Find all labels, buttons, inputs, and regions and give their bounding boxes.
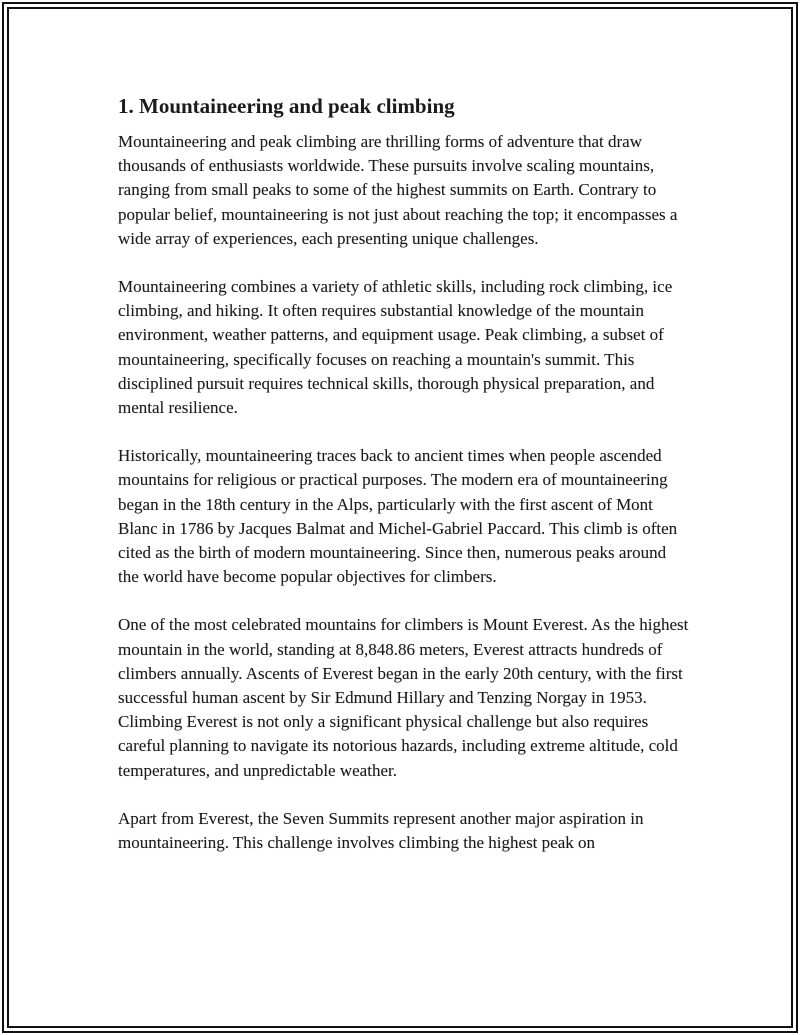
paragraph-intro: Mountaineering and peak climbing are thrilling forms of adventure that draw thousands of enthusiasts worldwide. These pursuits involve scaling mountains, ranging from small peaks to some of the highest summits on Earth. Contrary to popular belief, mountaineering is not just about reaching the top; it encompasses a wide array of experiences, each presenting unique challenges.	[118, 132, 678, 248]
document-body	[118, 92, 690, 879]
paragraph-history: Historically, mountaineering traces back to ancient times when people ascended mountains for religious or practical purposes. The modern era of mountaineering began in the 18th century in the Alps, particularly with the first ascent of Mont Blanc in 1786 by Jacques Balmat and Michel-Gabriel Paccard. This climb is often cited as the birth of modern mountaineering. Since then, numerous peaks around the world have become popular objectives for climbers.	[118, 446, 678, 587]
paragraph-seven-summits: Apart from Everest, the Seven Summits represent another major aspiration in mountaineering. This challenge involves climbing the highest peak on	[118, 808, 644, 853]
paragraph-skills: Mountaineering combines a variety of athletic skills, including rock climbing, ice climbing, and hiking. It often requires substantial knowledge of the mountain environment, weather patterns, and equipment usage. Peak climbing, a subset of mountaineering, specifically focuses on reaching a mountain's summit. This disciplined pursuit requires technical skills, thorough physical preparation, and mental resilience.	[118, 277, 673, 418]
section-heading: 1. Mountaineering and peak climbing	[118, 94, 455, 118]
paragraph-everest: One of the most celebrated mountains for climbers is Mount Everest. As the highest mountain in the world, standing at 8,848.86 meters, Everest attracts hundreds of climbers annually. Ascents of Everest began in the early 20th century, with the first successful human ascent by Sir Edmund Hillary and Tenzing Norgay in 1953. Climbing Everest is not only a significant physical challenge but also requires careful planning to navigate its notorious hazards, including extreme altitude, cold temperatures, and unpredictable weather.	[118, 615, 689, 780]
